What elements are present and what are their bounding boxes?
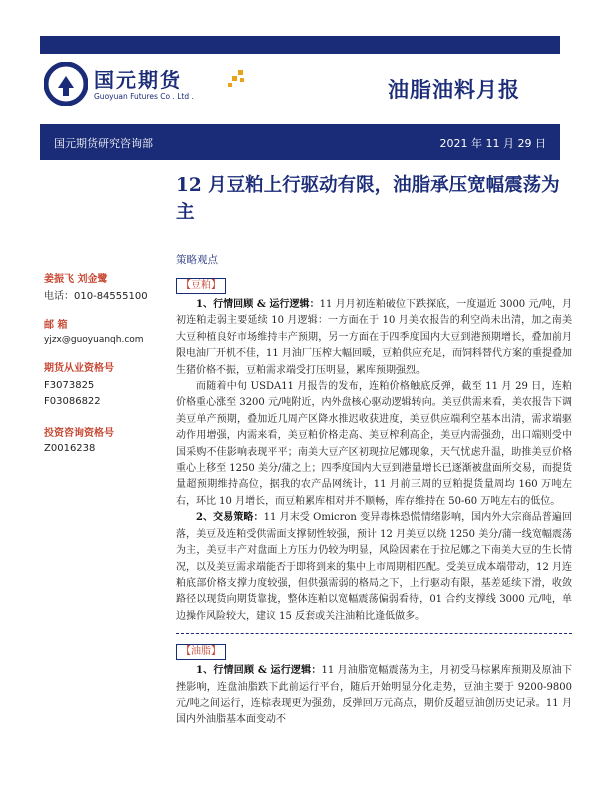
company-logo <box>44 62 244 110</box>
paragraph <box>176 663 572 729</box>
info-bar <box>40 124 560 160</box>
report-date: 2021 年 11 月 29 日 <box>439 137 546 150</box>
email-label: 邮 箱 <box>44 320 68 331</box>
department-name: 国元期货研究咨询部 <box>54 137 153 150</box>
consult-number: Z0016238 <box>44 443 96 454</box>
analyst-sidebar <box>44 270 169 468</box>
main-title: 12 月豆粕上行驱动有限，油脂承压宽幅震荡为主 <box>176 175 560 223</box>
section-tag-meal: 【豆粕】 <box>176 278 226 294</box>
paragraph-lead: 1、行情回顾 & 运行逻辑： <box>196 665 322 677</box>
company-name-en: Guoyuan Futures Co . Ltd . <box>94 92 194 101</box>
license-label: 期货从业资格号 <box>44 363 114 374</box>
email-address: yjzx@guoyuanqh.com <box>44 335 144 345</box>
paragraph <box>176 510 572 625</box>
top-color-bar <box>40 36 560 54</box>
paragraph-text: 11 月末受 Omicron 变异毒株恐慌情绪影响，国内外大宗商品普遍回落，美豆及连粕受供需面支撑韧性较强，预计 12 月美豆以绕 1250 美分/蒲一线宽幅震荡为主，美豆丰产对盘面上方压力仍较为明显，风险因素在于拉尼娜之下南美大豆的生长情况，以及美豆需求端能否于即将到来的集中上市周期相匹配。受美豆成本端带动，12 月连粕底部价格支撑力度较强，但供强需弱的格局之下，上行驱动有限，基差延续下滑，收敛路径以现货向期货靠拢，整体连粕以宽幅震荡偏弱看待，01 合约支撑线 3000 元/吨，单边操作风险较大，建议 15 反套或关注油粕比逢低做多。 <box>176 512 572 622</box>
paragraph-lead: 2、交易策略： <box>196 512 264 524</box>
consult-label: 投资咨询资格号 <box>44 428 114 439</box>
section-label: 策略观点 <box>176 254 218 266</box>
section-tag-oil: 【油脂】 <box>176 644 226 660</box>
license-numbers <box>44 378 169 410</box>
phone-number: 电话：010-84555100 <box>44 291 148 302</box>
license-number: F03086822 <box>44 396 101 407</box>
paragraph <box>176 297 572 379</box>
analyst-names: 姜振飞 刘金鹭 <box>44 274 108 285</box>
report-body <box>176 276 572 796</box>
logo-emblem-icon <box>44 62 88 106</box>
paragraph-text: 11 月月初连粕破位下跌探底，一度逼近 3000 元/吨，月初连粕走弱主要延续 10 月逻辑：一方面在于 10 月美农报告的利空尚未出清，加之南美大豆种植良好市场维持丰产预期，另一方面在于四季度国内大豆到港预期增长，叠加前月限电油厂开机不佳，11 月油厂压榨大幅回暖，豆粕供应充足，而饲料替代方案的重提叠加生猪价格不振，豆粕需求端受打压明显，累库预期强烈。 <box>176 299 572 376</box>
license-number: F3073825 <box>44 380 95 391</box>
paragraph-lead: 1、行情回顾 & 运行逻辑： <box>196 299 320 310</box>
company-name-cn: 国元期货 <box>94 68 182 92</box>
paragraph-text: 11 月油脂宽幅震荡为主，月初受马棕累库预期及原油下挫影响，连盘油脂跌下此前运行平台，随后开始明显分化走势，豆油主要于 9200-9800 元/吨之间运行，连棕表现更为强劲，反弹回万元高点，期价反超豆油创历史记录。11 月国内外油脂基本面变动不 <box>176 665 572 726</box>
logo-dots-icon <box>228 70 248 90</box>
paragraph <box>176 379 572 510</box>
paragraph-text: 而随着中旬 USDA11 月报告的发布，连粕价格触底反弹，截至 11 月 29 日，连粕价格重心涨至 3200 元/吨附近，内外盘核心驱动逻辑转向。美豆供需来看，美农报告下调美豆单产预期，叠加近几周产区降水推迟收获进度，美豆供应端利空基本出清，需求端驱动作用增强，内需来看，美豆粕价格走高、美豆榨利高企，美豆内需强劲，出口端则受中国采购不佳影响表现平平；南美大豆产区初现拉尼娜现象，天气忧虑升温，助推美豆价格重心上移至 1250 美分/蒲之上；四季度国内大豆到港量增长已逐渐被盘面所交易，而提货量超预期维持高位，据我的农产品网统计，11 月前三周的豆粕提货量周均 160 万吨左右，环比 10 月增长，而豆粕累库相对并不顺畅，库存维持在 50-60 万吨左右的低位。 <box>176 381 572 507</box>
report-type-title: 油脂油料月报 <box>388 78 520 102</box>
